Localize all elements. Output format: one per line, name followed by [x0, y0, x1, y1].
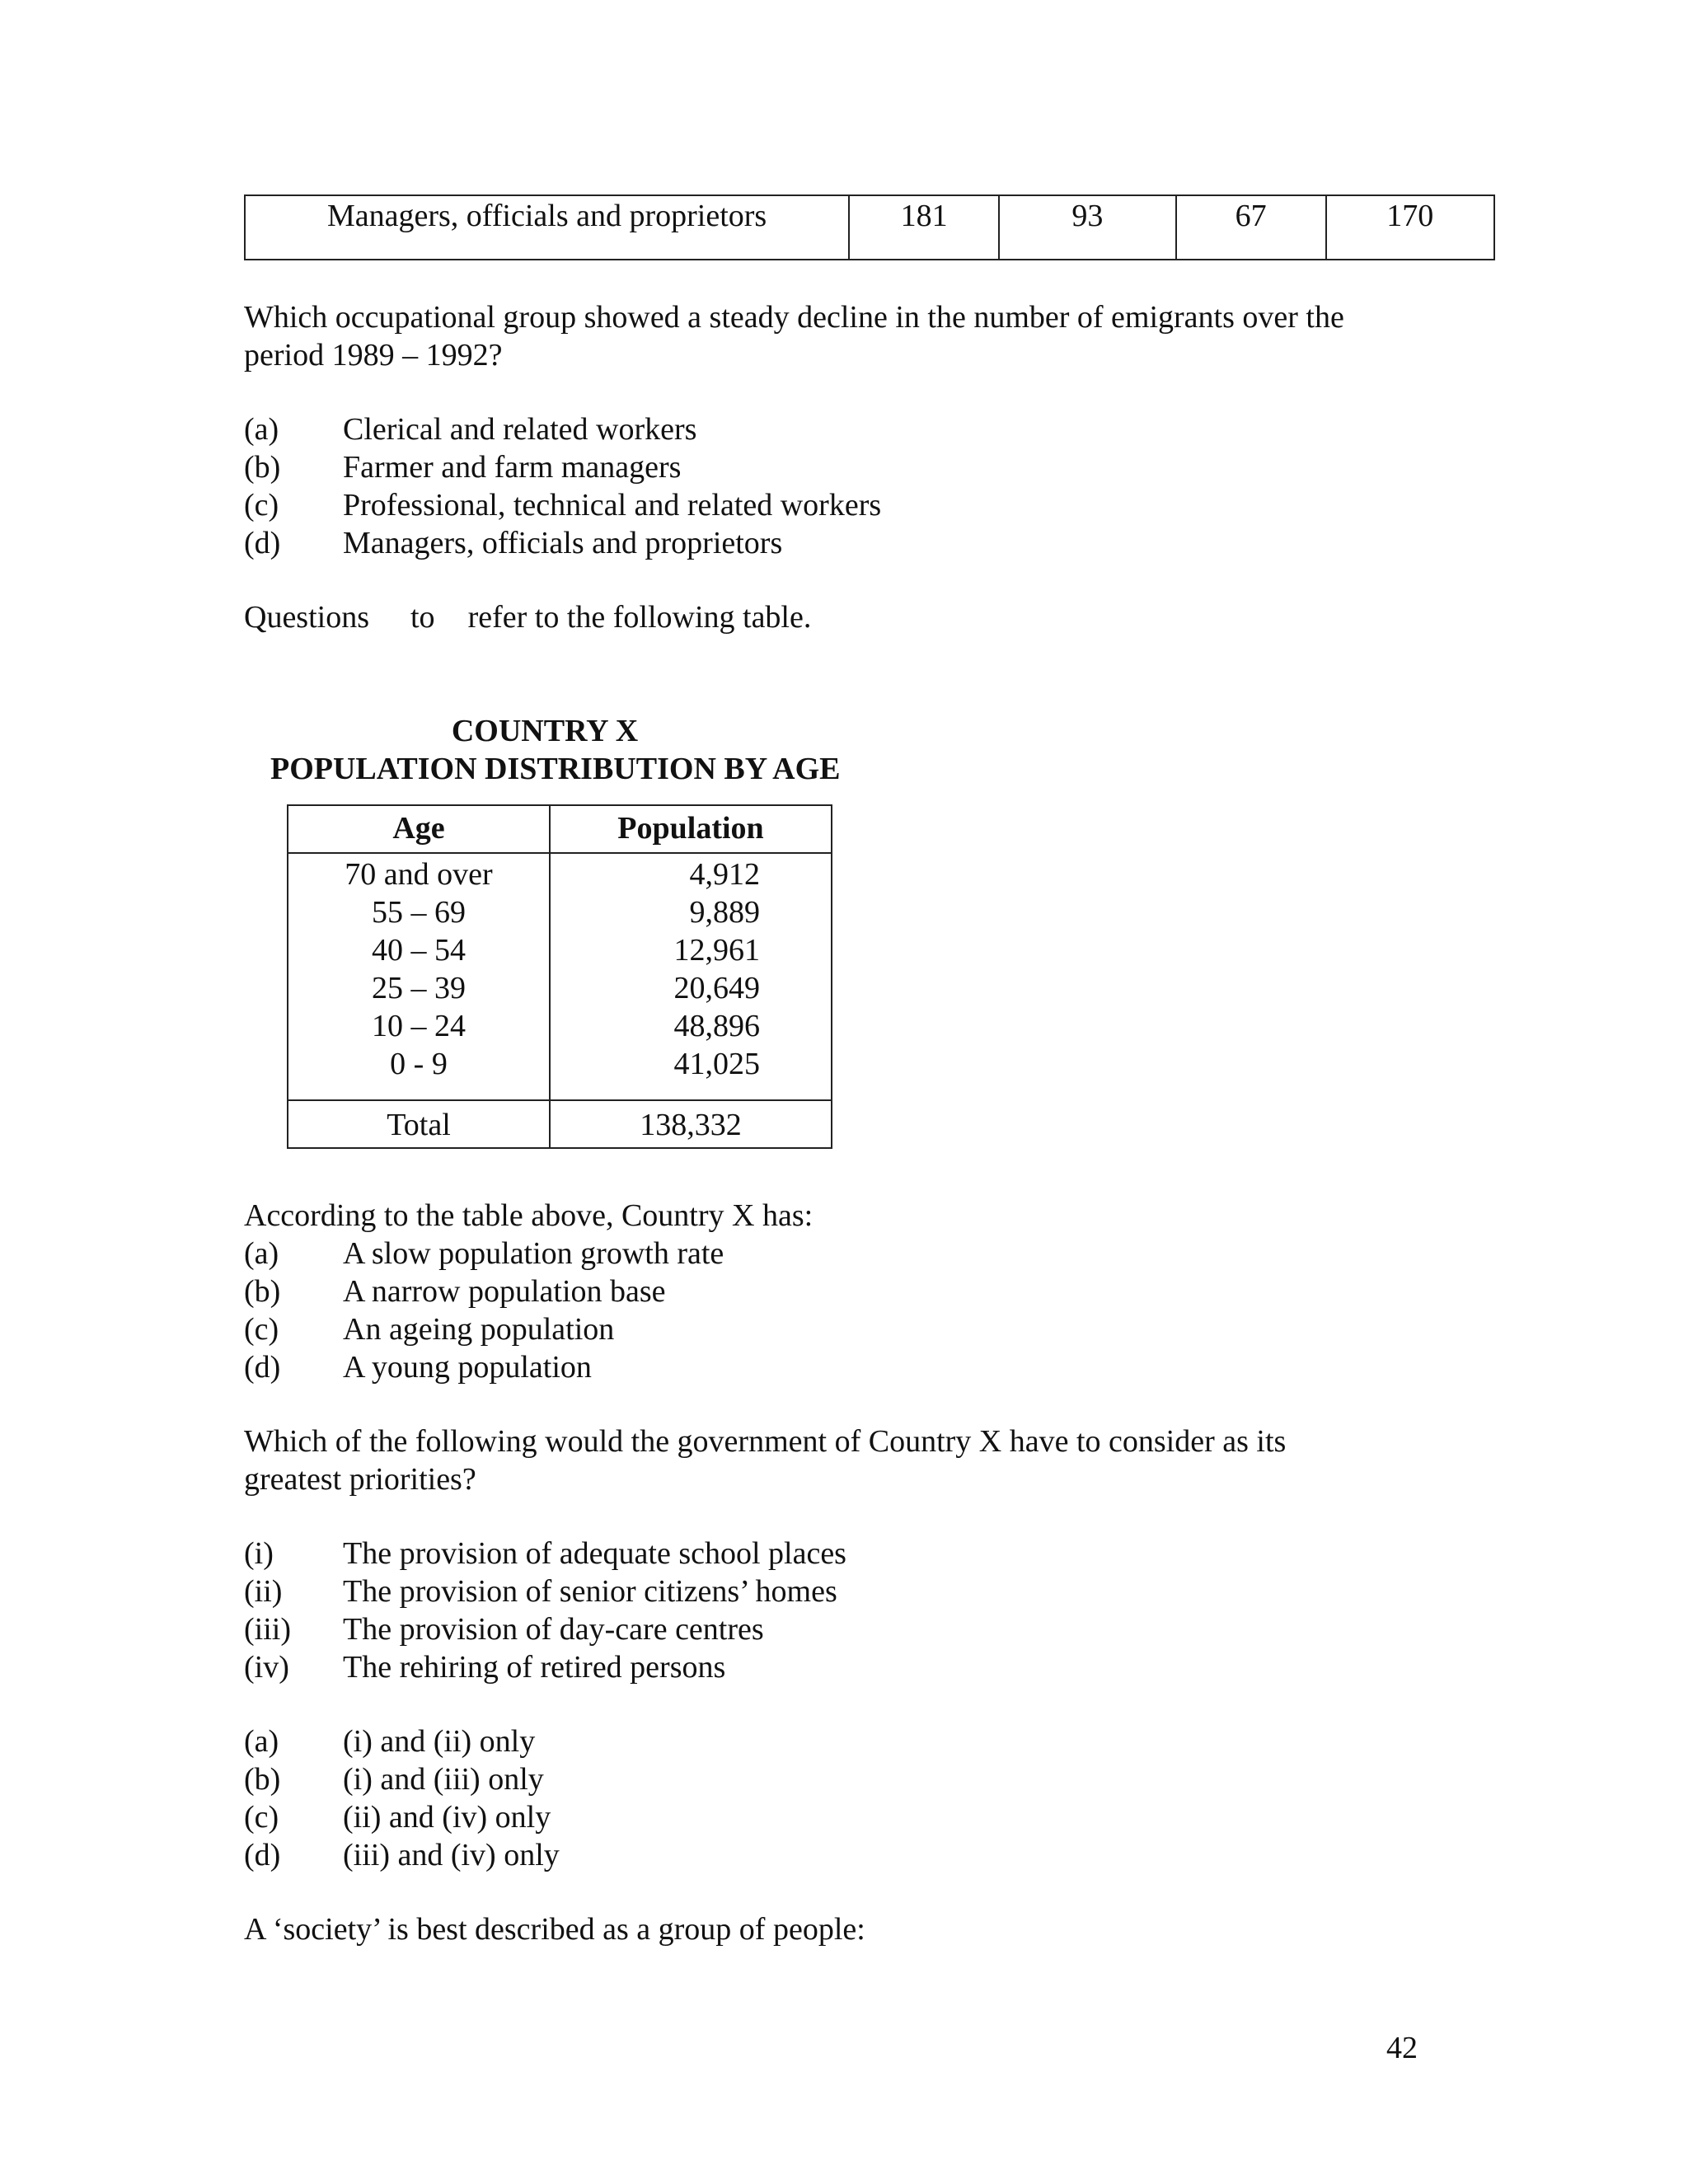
age-cell: 10 – 24 — [372, 1009, 466, 1043]
table-row — [245, 195, 1494, 260]
age-cell: 70 and over — [345, 857, 493, 892]
option-text: (i) and (ii) only — [343, 1724, 536, 1759]
answer-option — [244, 410, 696, 448]
option-label: (d) — [244, 526, 281, 560]
item-text: The provision of day-care centres — [343, 1612, 764, 1647]
question-stem: Which of the following would the government of Country X have to consider as its — [244, 1424, 1287, 1459]
answer-option — [244, 1722, 535, 1760]
population-table — [287, 804, 832, 1149]
item-label: (ii) — [244, 1574, 283, 1609]
statement-item — [244, 1648, 725, 1686]
column-header-population: Population — [617, 811, 764, 846]
answer-option — [244, 1272, 666, 1310]
table-row-label: Managers, officials and proprietors — [245, 195, 849, 260]
answer-option — [244, 1836, 560, 1874]
answer-option — [244, 1235, 724, 1272]
ref-word: to — [410, 600, 435, 635]
population-cell: 9,889 — [689, 895, 760, 930]
question-stem: period 1989 – 1992? — [244, 338, 503, 373]
statement-item — [244, 1610, 764, 1648]
option-text: Farmer and farm managers — [343, 450, 682, 485]
option-label: (c) — [244, 1800, 279, 1835]
option-label: (a) — [244, 412, 279, 447]
population-cell: 41,025 — [673, 1047, 760, 1081]
statement-item — [244, 1535, 846, 1572]
reference-line — [244, 598, 811, 636]
option-text: Clerical and related workers — [343, 412, 697, 447]
question-stem: Which occupational group showed a steady decline in the number of emigrants over the — [244, 300, 1344, 335]
answer-option — [244, 1348, 592, 1386]
item-label: (iv) — [244, 1650, 289, 1685]
item-label: (i) — [244, 1536, 274, 1571]
population-cell: 12,961 — [673, 933, 760, 968]
statement-item — [244, 1572, 837, 1610]
table-cell: 181 — [849, 195, 999, 260]
age-cell: 40 – 54 — [372, 933, 466, 968]
option-label: (b) — [244, 450, 281, 485]
column-header-age: Age — [392, 811, 445, 846]
option-label: (d) — [244, 1838, 281, 1872]
age-cell: 25 – 39 — [372, 971, 466, 1005]
table-subtitle: POPULATION DISTRIBUTION BY AGE — [270, 752, 841, 786]
population-cell: 20,649 — [673, 971, 760, 1005]
option-text: An ageing population — [343, 1312, 615, 1347]
option-text: A narrow population base — [343, 1274, 666, 1309]
answer-option — [244, 524, 782, 562]
total-value: 138,332 — [640, 1108, 742, 1142]
option-text: A young population — [343, 1350, 592, 1385]
total-label: Total — [387, 1108, 451, 1142]
option-label: (a) — [244, 1724, 279, 1759]
answer-option — [244, 486, 881, 524]
table-title: COUNTRY X — [451, 714, 639, 748]
table-cell: 67 — [1176, 195, 1326, 260]
table-cell: 170 — [1326, 195, 1495, 260]
age-cell: 55 – 69 — [372, 895, 466, 930]
item-text: The rehiring of retired persons — [343, 1650, 726, 1685]
option-label: (a) — [244, 1236, 279, 1271]
option-label: (c) — [244, 1312, 279, 1347]
answer-option — [244, 1310, 614, 1348]
age-cell: 0 - 9 — [390, 1047, 448, 1081]
option-text: Professional, technical and related workers — [343, 488, 882, 523]
item-text: The provision of senior citizens’ homes — [343, 1574, 837, 1609]
option-text: (iii) and (iv) only — [343, 1838, 560, 1872]
option-label: (b) — [244, 1274, 281, 1309]
table-cell: 93 — [999, 195, 1176, 260]
item-label: (iii) — [244, 1612, 291, 1647]
page-number: 42 — [1386, 2031, 1418, 2065]
option-text: A slow population growth rate — [343, 1236, 724, 1271]
population-cell: 4,912 — [689, 857, 760, 892]
answer-option — [244, 1760, 544, 1798]
answer-option — [244, 1798, 551, 1836]
option-label: (c) — [244, 488, 279, 523]
option-label: (d) — [244, 1350, 281, 1385]
population-cell: 48,896 — [673, 1009, 760, 1043]
question-stem: A ‘society’ is best described as a group of people: — [244, 1912, 865, 1947]
question-stem: According to the table above, Country X has: — [244, 1198, 814, 1233]
question-stem: greatest priorities? — [244, 1462, 476, 1497]
option-label: (b) — [244, 1762, 281, 1797]
option-text: Managers, officials and proprietors — [343, 526, 783, 560]
ref-word: refer to the following table. — [467, 600, 812, 635]
occupation-table — [244, 194, 1495, 260]
answer-option — [244, 448, 681, 486]
ref-word: Questions — [244, 600, 369, 635]
option-text: (i) and (iii) only — [343, 1762, 544, 1797]
option-text: (ii) and (iv) only — [343, 1800, 551, 1835]
item-text: The provision of adequate school places — [343, 1536, 846, 1571]
